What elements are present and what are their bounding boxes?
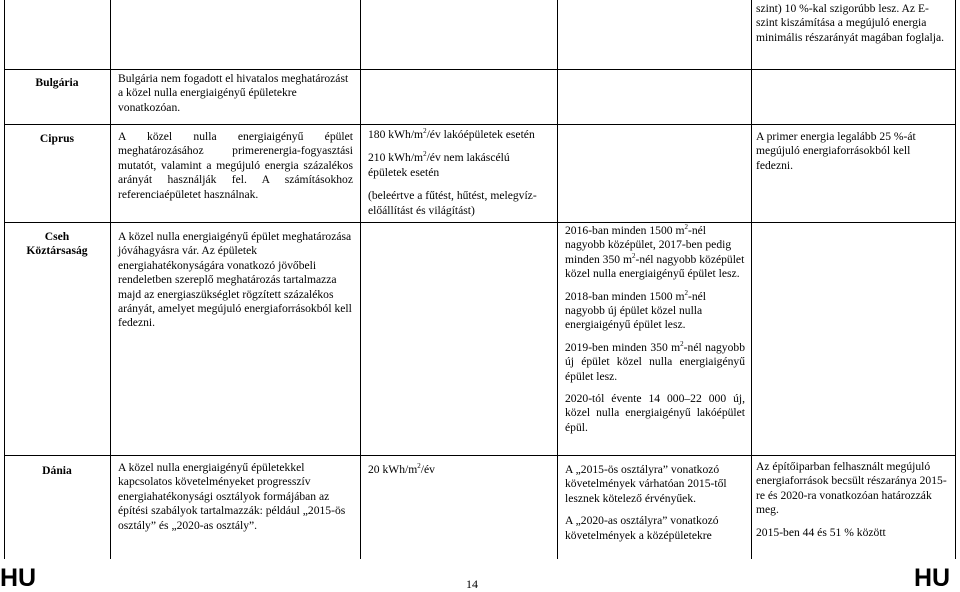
row-divider	[4, 455, 956, 456]
table-border-left	[4, 0, 5, 559]
timeline	[565, 224, 745, 435]
table-border-col2	[110, 0, 111, 559]
energy-limit-line: 180 kWh/$m^2/év$ lakóépületek esetén	[368, 127, 535, 141]
renewable-share-range: 2015-ben 44 és 51 % között	[756, 525, 886, 539]
footer-lang-left: HU	[0, 564, 37, 592]
energy-limit-note: (beleértve a fűtést, hűtést, melegvíz-előállítást és világítást)	[368, 189, 537, 217]
country-label: Ciprus	[39, 132, 75, 145]
table-border-col3	[360, 0, 361, 559]
timeline-item: 2020-tól évente 14 000–22 000 új, közel nulla energiaigényű lakóépület épül.	[565, 392, 745, 434]
country-label: Bulgária	[35, 76, 79, 89]
energy-limit-line: 20 kWh/$m^2/év$	[368, 462, 435, 476]
page-number: 14	[466, 577, 478, 591]
timeline-item: 2016-ban minden 1500 $m^2$-nél nagyobb középület, 2017-ben pedig minden 350 $m^2$-nél nagyobb középület közel nulla energiaigényű épület lesz.	[565, 223, 745, 281]
footer-lang-right: HU	[914, 564, 951, 592]
timeline-item: A „2015-ös osztályra” vonatkozó követelmények várhatóan 2015-től lesznek kötelező érvényűek.	[565, 463, 727, 505]
table-border-col5	[751, 0, 752, 559]
row-divider	[4, 69, 956, 70]
renewable-share-text: Az építőiparban felhasznált megújuló energiaforrások becsült részaránya 2015-re és 2020-ra vonatkozóan határozzák meg.	[756, 460, 947, 517]
table-border-col4	[557, 0, 558, 559]
energy-limits	[368, 128, 550, 218]
country-label: Dánia	[42, 464, 72, 477]
table-row	[756, 2, 950, 45]
timeline-item: 2018-ban minden 1500 $m^2$-nél nagyobb új épület közel nulla energiaigényű épület lesz.	[565, 288, 706, 332]
cell-text	[756, 460, 948, 540]
cell-text: A primer energia legalább 25 %-át megújuló energiaforrásokból kell fedezni.	[756, 130, 916, 172]
cell-text: Bulgária nem fogadott el hivatalos meghatározást a közel nulla energiaigényű épületekre vonatkozóan.	[118, 72, 349, 114]
energy-limit-line: 210 kWh/$m^2/év$ nem lakáscélú épületek esetén	[368, 150, 510, 179]
timeline-item: A „2020-as osztályra” vonatkozó követelmények a középületekre	[565, 514, 719, 542]
cell-text: szint) 10 %-kal szigorúbb lesz. Az E-szint kiszámítása a megújuló energia minimális részarányát magában foglalja.	[756, 2, 945, 44]
timeline-item: 2019-ben minden 350 $m^2$-nél nagyobb új épület közel nulla energiaigényű épület lesz.	[565, 339, 745, 383]
row-divider	[4, 222, 956, 223]
timeline	[565, 463, 745, 543]
country-label: Cseh Köztársaság	[26, 230, 88, 258]
cell-text: A közel nulla energiaigényű épületekkel kapcsolatos követelményeket progresszív energiahatékonysági osztályok formájában az építési szabályok tartalmazzák: például „2015-ös osztály” és „2020-as osztály”.	[118, 461, 346, 532]
row-divider	[4, 124, 956, 125]
cell-text: A közel nulla energiaigényű épület meghatározásához primerenergia-fogyasztási mutatót, valamint a megújuló energia százalékos arányát használják fel. A számításokhoz referenciaépületet használnak.	[118, 130, 353, 201]
table-border-right	[955, 0, 956, 559]
cell-text: A közel nulla energiaigényű épület meghatározása jóváhagyásra vár. Az épületek energiahatékonyságára vonatkozó jövőbeli rendeletben szereplő meghatározás tartalmazza majd az energiaszükséglet rögzített százalékos arányát, amelyet megújuló energiaforrásokból kell fedezni.	[118, 230, 352, 330]
